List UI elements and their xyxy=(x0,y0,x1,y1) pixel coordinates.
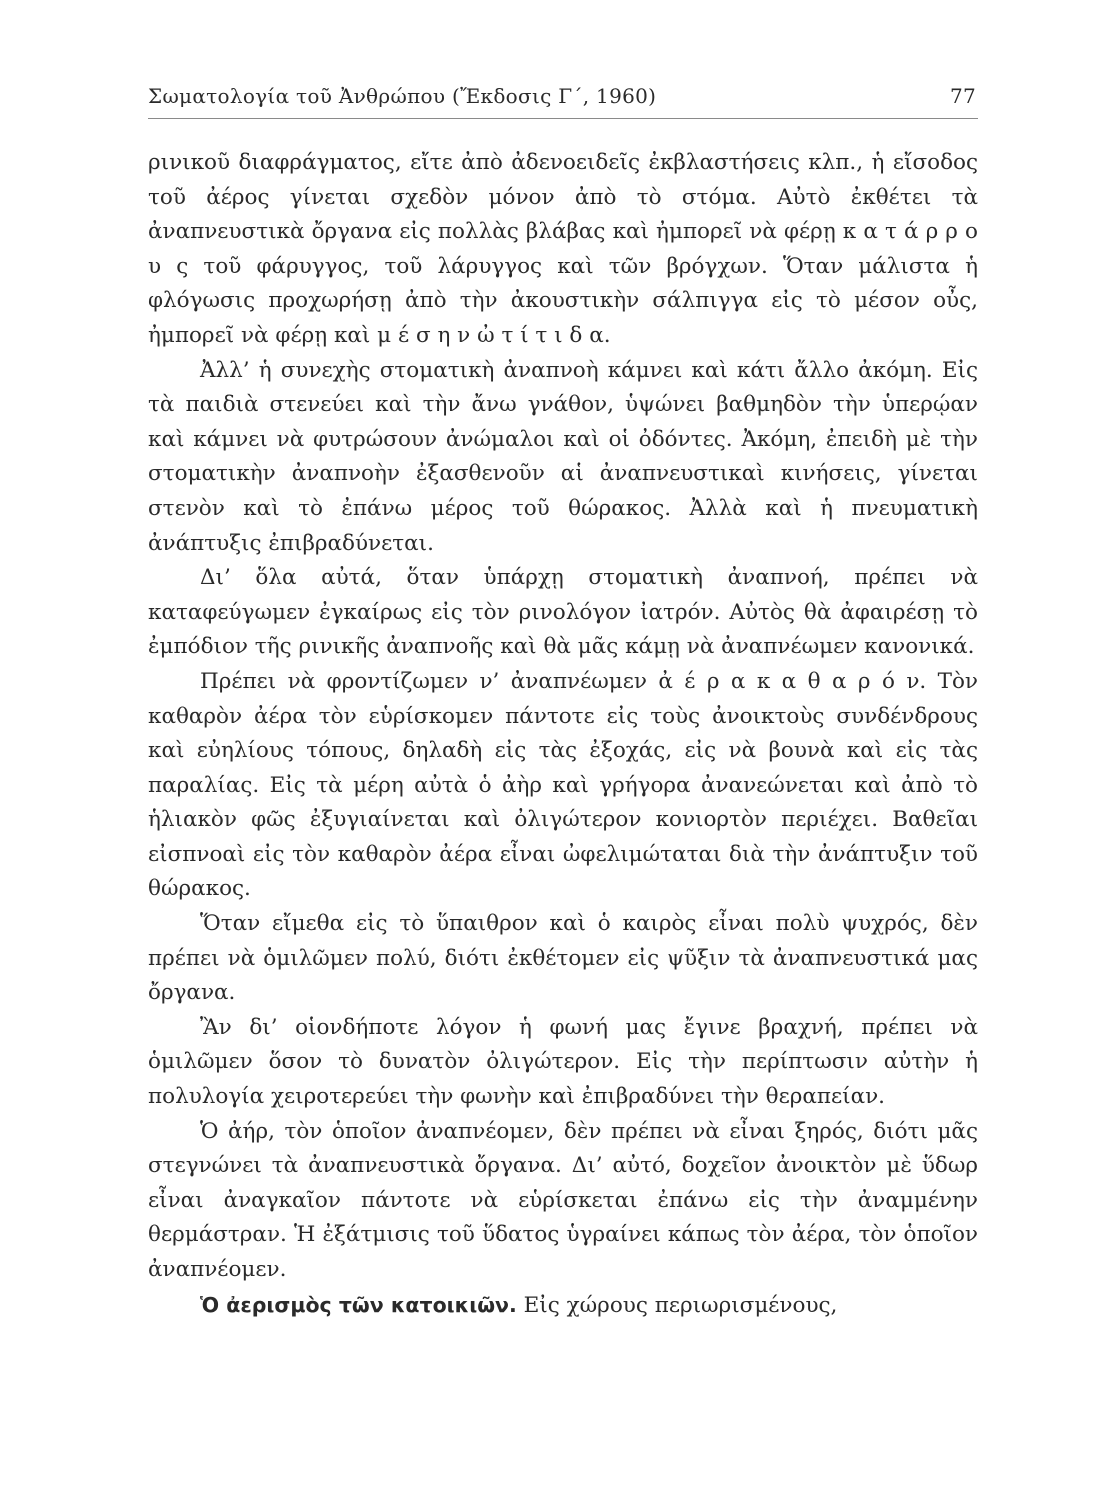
paragraph: Ἀλλ’ ἡ συνεχὴς στοματικὴ ἀναπνοὴ κάμνει καὶ κάτι ἄλλο ἀκόμη. Εἰς τὰ παιδιὰ στενεύει καὶ τὴν ἄνω γνάθον, ὑψώνει βαθμηδὸν τὴν ὑπερῴαν καὶ κάμνει νὰ φυτρώσουν ἀνώμαλοι καὶ οἱ ὀδόντες. Ἀκόμη, ἐπειδὴ μὲ τὴν στοματικὴν ἀναπνοὴν ἐξασθενοῦν αἱ ἀναπνευστικαὶ κινήσεις, γίνεται στενὸν καὶ τὸ ἐπάνω μέρος τοῦ θώρακος. Ἀλλὰ καὶ ἡ πνευματικὴ ἀνάπτυξις ἐπιβραδύνεται. xyxy=(148,357,978,556)
paragraph: ρινικοῦ διαφράγματος, εἴτε ἀπὸ ἀδενοειδεῖς ἐκβλαστήσεις κλπ., ἡ εἴσοδος τοῦ ἀέρος γίνεται σχεδὸν μόνον ἀπὸ τὸ στόμα. Αὐτὸ ἐκθέτει τὰ ἀναπνευστικὰ ὄργανα εἰς πολλὰς βλάβας καὶ ἠμπορεῖ νὰ φέρῃ κ α τ ά ρ ρ ο υ ς τοῦ φάρυγγος, τοῦ λάρυγγος καὶ τῶν βρόγχων. Ὅταν μάλιστα ἡ φλόγωσις προχωρήσῃ ἀπὸ τὴν ἀκουστικὴν σάλπιγγα εἰς τὸ μέσον οὖς, ἠμπορεῖ νὰ φέρῃ καὶ μ έ σ η ν ὠ τ ί τ ι δ α. xyxy=(148,150,978,348)
header-rule xyxy=(148,118,978,119)
paragraph-text: Εἰς χώρους περιωρισμένους, xyxy=(516,1292,838,1318)
page-number: 77 xyxy=(949,84,976,108)
section-heading: Ὁ ἀερισμὸς τῶν κατοικιῶν. xyxy=(200,1292,517,1317)
paragraph: Ὅταν εἴμεθα εἰς τὸ ὕπαιθρον καὶ ὁ καιρὸς εἶναι πολὺ ψυχρός, δὲν πρέπει νὰ ὁμιλῶμεν πολύ, διότι ἐκθέτομεν εἰς ψῦξιν τὰ ἀναπνευστικά μας ὄργανα. xyxy=(148,911,978,1006)
paragraph: Πρέπει νὰ φροντίζωμεν ν’ ἀναπνέωμεν ἀ έ ρ α κ α θ α ρ ό ν. Τὸν καθαρὸν ἀέρα τὸν εὑρίσκομεν πάντοτε εἰς τοὺς ἀνοικτοὺς συνδένδρους καὶ εὐηλίους τόπους, δηλαδὴ εἰς τὰς ἐξοχάς, εἰς νὰ βουνὰ καὶ εἰς τὰς παραλίας. Εἰς τὰ μέρη αὐτὰ ὁ ἀὴρ καὶ γρήγορα ἀνανεώνεται καὶ ἀπὸ τὸ ἡλιακὸν φῶς ἐξυγιαίνεται καὶ ὀλιγώτερον κονιορτὸν περιέχει. Βαθεῖαι εἰσπνοαὶ εἰς τὸν καθαρὸν ἀέρα εἶναι ὠφελιμώταται διὰ τὴν ἀνάπτυξιν τοῦ θώρακος. xyxy=(148,668,978,902)
running-header xyxy=(148,84,976,108)
paragraph-with-heading xyxy=(148,1288,978,1324)
body-text xyxy=(148,146,978,1323)
paragraph: Ὁ ἀήρ, τὸν ὁποῖον ἀναπνέομεν, δὲν πρέπει νὰ εἶναι ξηρός, διότι μᾶς στεγνώνει τὰ ἀναπνευστικὰ ὄργανα. Δι’ αὐτό, δοχεῖον ἀνοικτὸν μὲ ὕδωρ εἶναι ἀναγκαῖον πάντοτε νὰ εὑρίσκεται ἐπάνω εἰς τὴν ἀναμμένην θερμάστραν. Ἡ ἐξάτμισις τοῦ ὕδατος ὑγραίνει κάπως τὸν ἀέρα, τὸν ὁποῖον ἀναπνέομεν. xyxy=(148,1118,978,1282)
header-title: Σωματολογία τοῦ Ἀνθρώπου (Ἔκδοσις Γ΄, 1960) xyxy=(148,84,657,108)
paragraph: Ἂν δι’ οἱονδήποτε λόγον ἡ φωνή μας ἔγινε βραχνή, πρέπει νὰ ὁμιλῶμεν ὅσον τὸ δυνατὸν ὀλιγώτερον. Εἰς τὴν περίπτωσιν αὐτὴν ἡ πολυλογία χειροτερεύει τὴν φωνὴν καὶ ἐπιβραδύνει τὴν θεραπείαν. xyxy=(148,1014,978,1110)
paragraph: Δι’ ὅλα αὐτά, ὅταν ὑπάρχῃ στοματικὴ ἀναπνοή, πρέπει νὰ καταφεύγωμεν ἐγκαίρως εἰς τὸν ρινολόγον ἰατρόν. Αὐτὸς θὰ ἀφαιρέσῃ τὸ ἐμπόδιον τῆς ρινικῆς ἀναπνοῆς καὶ θὰ μᾶς κάμῃ νὰ ἀναπνέωμεν κανονικά. xyxy=(148,565,978,660)
